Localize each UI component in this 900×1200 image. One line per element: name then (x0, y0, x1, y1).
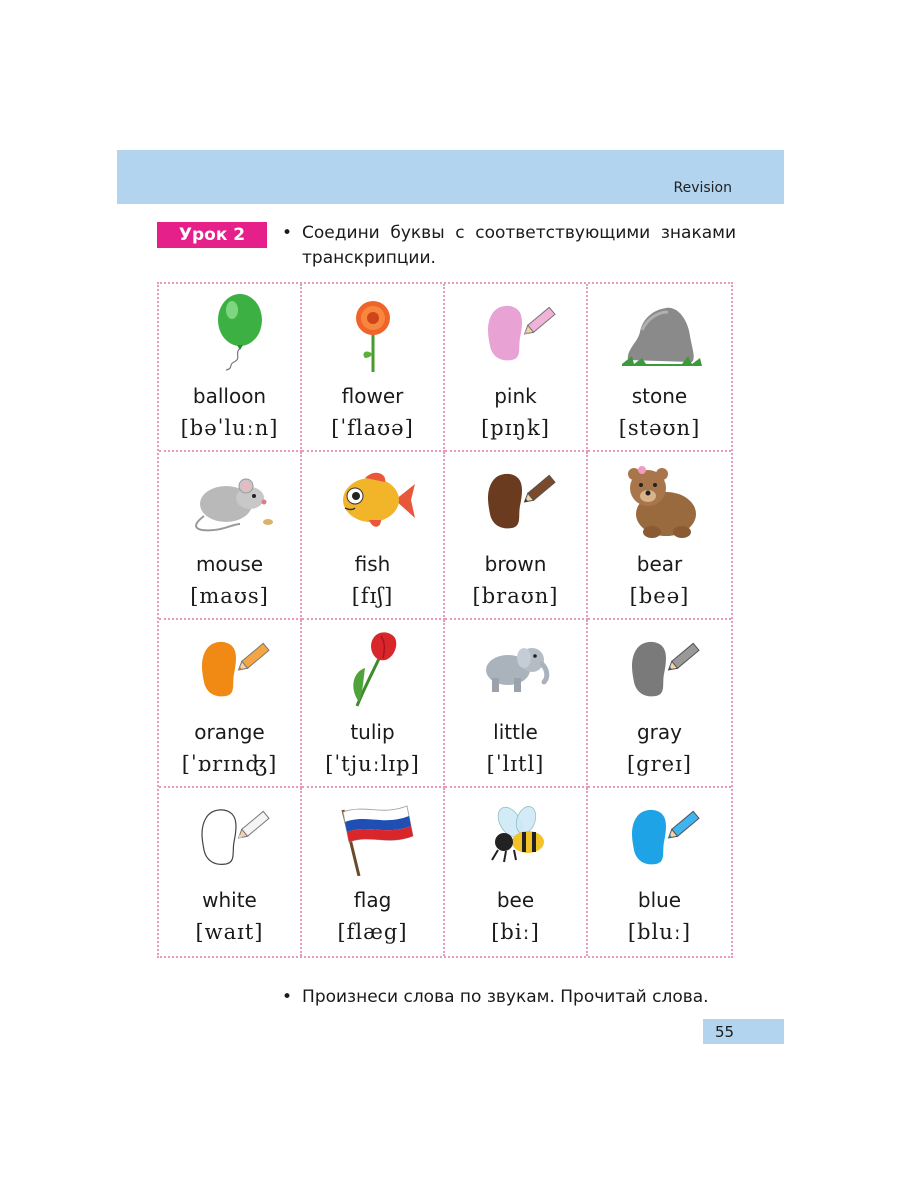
transcription: [greɪ] (626, 752, 692, 776)
word-label: flower (341, 384, 404, 408)
transcription: [beə] (629, 584, 690, 608)
fish-icon (325, 460, 421, 540)
tulip-icon (325, 628, 421, 708)
white-scribble-icon (182, 796, 278, 876)
pink-scribble-icon (468, 292, 564, 372)
word-card (302, 620, 445, 788)
word-label: little (493, 720, 538, 744)
word-card (302, 284, 445, 452)
transcription: [maʊs] (190, 584, 269, 608)
word-card (159, 788, 302, 956)
word-card (159, 452, 302, 620)
transcription: [bluː] (627, 920, 692, 944)
word-label: bee (496, 888, 535, 912)
stone-icon (612, 292, 708, 372)
transcription: [fɪʃ] (351, 584, 394, 608)
word-label: stone (631, 384, 688, 408)
balloon-icon (182, 292, 278, 372)
transcription: [waɪt] (195, 920, 264, 944)
word-card (445, 452, 588, 620)
bear-icon (612, 460, 708, 540)
brown-scribble-icon (468, 460, 564, 540)
word-label: balloon (192, 384, 267, 408)
section-label: Revision (673, 180, 732, 196)
word-label: orange (194, 720, 265, 744)
header-band (117, 150, 784, 204)
word-card (159, 284, 302, 452)
flag-icon (325, 796, 421, 876)
transcription: [flæg] (337, 920, 408, 944)
word-card (588, 788, 731, 956)
word-label: flag (353, 888, 392, 912)
instruction-text: Произнеси слова по звукам. Прочитай слова. (302, 987, 709, 1007)
word-card (588, 452, 731, 620)
transcription: [ˈflaʊə] (331, 416, 414, 440)
mouse-icon (182, 460, 278, 540)
word-label: mouse (195, 552, 264, 576)
flower-icon (325, 292, 421, 372)
word-label: bear (636, 552, 683, 576)
word-label: fish (354, 552, 391, 576)
word-label: gray (636, 720, 682, 744)
transcription: [pɪŋk] (481, 416, 550, 440)
word-card (445, 284, 588, 452)
word-card (445, 620, 588, 788)
lesson-badge: Урок 2 (157, 222, 267, 248)
transcription: [ˈɒrɪnʤ] (181, 752, 278, 776)
word-card (588, 620, 731, 788)
bee-icon (468, 796, 564, 876)
word-label: tulip (350, 720, 395, 744)
bullet: • (282, 223, 293, 243)
word-card (588, 284, 731, 452)
transcription: [ˈtjuːlɪp] (325, 752, 420, 776)
word-label: white (202, 888, 257, 912)
orange-scribble-icon (182, 628, 278, 708)
word-card (445, 788, 588, 956)
blue-scribble-icon (612, 796, 708, 876)
transcription: [ˈlɪtl] (486, 752, 545, 776)
instruction-2 (282, 985, 736, 1010)
word-card (159, 620, 302, 788)
elephant-icon (468, 628, 564, 708)
word-grid (157, 282, 733, 958)
word-card (302, 788, 445, 956)
transcription: [braʊn] (472, 584, 559, 608)
word-label: blue (637, 888, 682, 912)
word-card (302, 452, 445, 620)
instruction-1 (282, 221, 736, 271)
page-number: 55 (703, 1019, 784, 1044)
word-label: pink (494, 384, 537, 408)
transcription: [bəˈluːn] (180, 416, 279, 440)
transcription: [stəʊn] (618, 416, 701, 440)
bullet: • (282, 987, 293, 1007)
word-label: brown (484, 552, 547, 576)
instruction-text: Соедини буквы с соответствующими знаками транскрипции. (302, 223, 736, 268)
gray-scribble-icon (612, 628, 708, 708)
transcription: [biː] (491, 920, 540, 944)
